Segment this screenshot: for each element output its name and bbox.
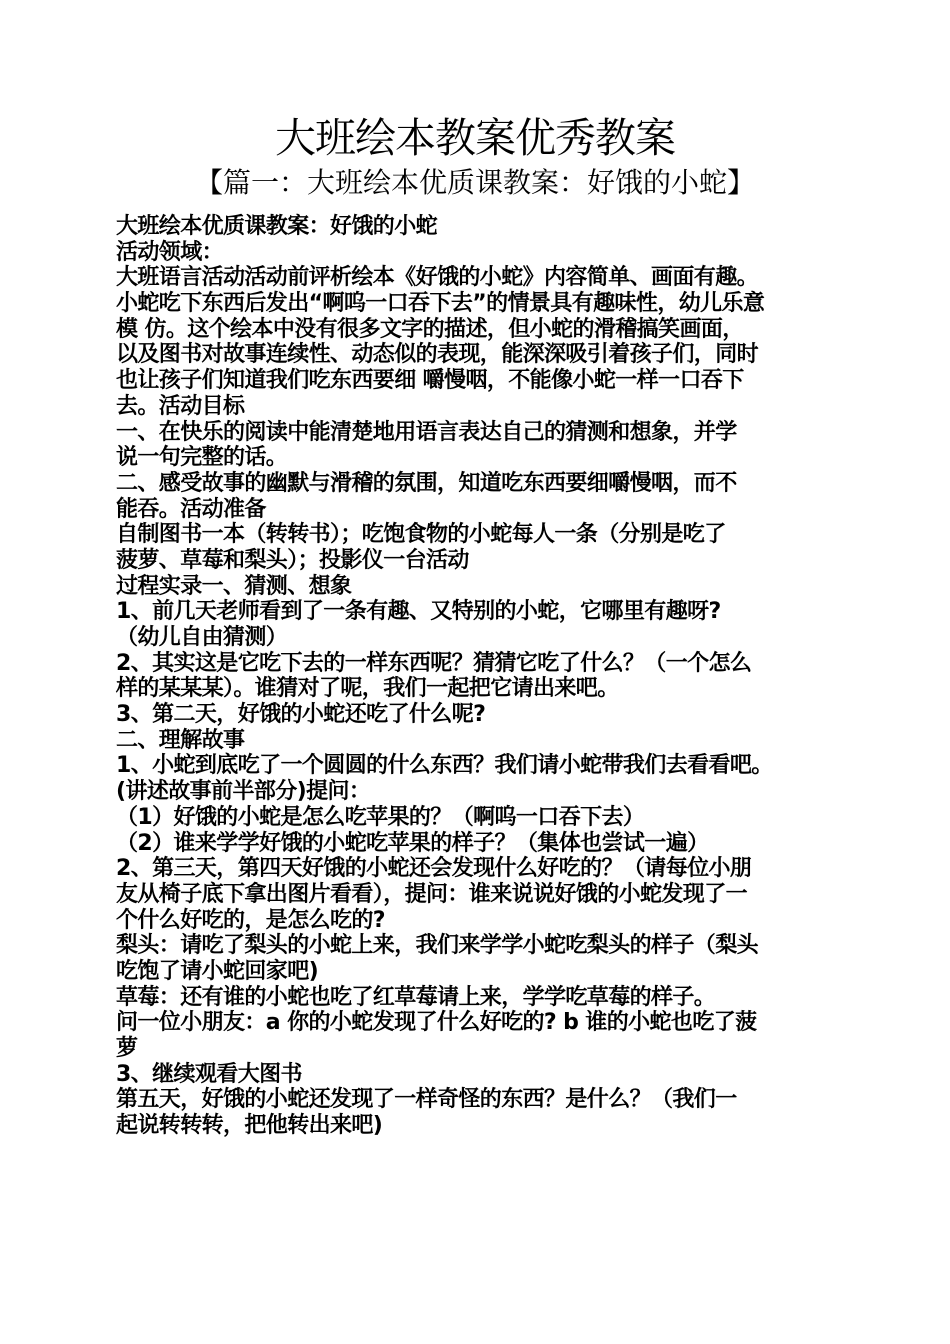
body-text-line: 草莓：还有谁的小蛇也吃了红草莓请上来，学学吃草莓的样子。 xyxy=(116,984,716,1010)
body-text-line: 活动领域： xyxy=(116,239,224,265)
body-text-line: 大班绘本优质课教案：好饿的小蛇 xyxy=(116,214,438,239)
body-text-line: 梨头：请吃了梨头的小蛇上来，我们来学学小蛇吃梨头的样子（梨头 xyxy=(116,933,759,959)
body-text-line: 小蛇吃下东西后发出“啊呜一口吞下去”的情景具有趣味性，幼儿乐意 xyxy=(116,291,765,317)
body-text-line: 菠萝、草莓和梨头）；投影仪一台活动 xyxy=(116,547,469,573)
document-title: 大班绘本教案优秀教案 xyxy=(275,114,675,162)
body-text-line: （2）谁来学学好饿的小蛇吃苹果的样子？（集体也尝试一遍） xyxy=(116,830,709,856)
body-text-line: 一、在快乐的阅读中能清楚地用语言表达自己的猜测和想象，并学 xyxy=(116,419,737,445)
body-text-line: 1、小蛇到底吃了一个圆圆的什么东西？我们请小蛇带我们去看看吧。 xyxy=(116,753,773,779)
body-text-line: 吃饱了请小蛇回家吧) xyxy=(116,958,319,984)
body-text-line: 问一位小朋友：a 你的小蛇发现了什么好吃的? b 谁的小蛇也吃了菠 xyxy=(116,1010,757,1036)
body-text-line: 萝 xyxy=(116,1036,138,1061)
body-text-line: 也让孩子们知道我们吃东西要细 嚼慢咽，不能像小蛇一样一口吞下 xyxy=(116,368,744,394)
body-text-line: 模 仿。这个绘本中没有很多文字的描述，但小蛇的滑稽搞笑画面， xyxy=(116,316,744,342)
body-text-line: 自制图书一本（转转书）；吃饱食物的小蛇每人一条（分别是吃了 xyxy=(116,522,726,548)
body-text-line: 3、第二天，好饿的小蛇还吃了什么呢? xyxy=(116,702,486,728)
body-text-line: （幼儿自由猜测） xyxy=(116,625,288,650)
body-text-line: 样的某某某）。谁猜对了呢，我们一起把它请出来吧。 xyxy=(116,676,619,702)
document-subtitle: 【篇一：大班绘本优质课教案：好饿的小蛇】 xyxy=(194,166,755,199)
body-text-line: （1）好饿的小蛇是怎么吃苹果的？（啊呜一口吞下去） xyxy=(116,804,645,830)
body-text-line: 去。活动目标 xyxy=(116,393,245,419)
body-text-line: 起说转转转，把他转出来吧) xyxy=(116,1113,383,1139)
body-text-line: 能吞。活动准备 xyxy=(116,496,266,522)
body-text-line: 以及图书对故事连续性、动态似的表现，能深深吸引着孩子们，同时 xyxy=(116,342,759,368)
body-text-line: 2、第三天，第四天好饿的小蛇还会发现什么好吃的？（请每位小朋 xyxy=(116,856,752,882)
body-text-line: 过程实录一、猜测、想象 xyxy=(116,573,352,599)
body-text-line: 第五天，好饿的小蛇还发现了一样奇怪的东西？是什么？（我们一 xyxy=(116,1087,737,1113)
body-text-line: 大班语言活动活动前评析绘本《好饿的小蛇》内容简单、画面有趣。 xyxy=(116,265,759,291)
body-text-line: (讲述故事前半部分)提问： xyxy=(116,779,371,805)
body-text-line: 2、其实这是它吃下去的一样东西呢？猜猜它吃了什么？（一个怎么 xyxy=(116,650,752,676)
body-text-line: 3、继续观看大图书 xyxy=(116,1061,302,1087)
body-text-line: 二、感受故事的幽默与滑稽的氛围，知道吃东西要细嚼慢咽，而不 xyxy=(116,470,737,496)
document-body xyxy=(116,214,844,1139)
body-text-line: 友从椅子底下拿出图片看看），提问：谁来说说好饿的小蛇发现了一 xyxy=(116,881,748,907)
body-text-line: 个什么好吃的，是怎么吃的? xyxy=(116,907,385,933)
body-text-line: 说一句完整的话。 xyxy=(116,445,288,471)
body-text-line: 二、理解故事 xyxy=(116,727,245,753)
body-text-line: 1、前几天老师看到了一条有趣、又特别的小蛇，它哪里有趣呀? xyxy=(116,599,721,625)
